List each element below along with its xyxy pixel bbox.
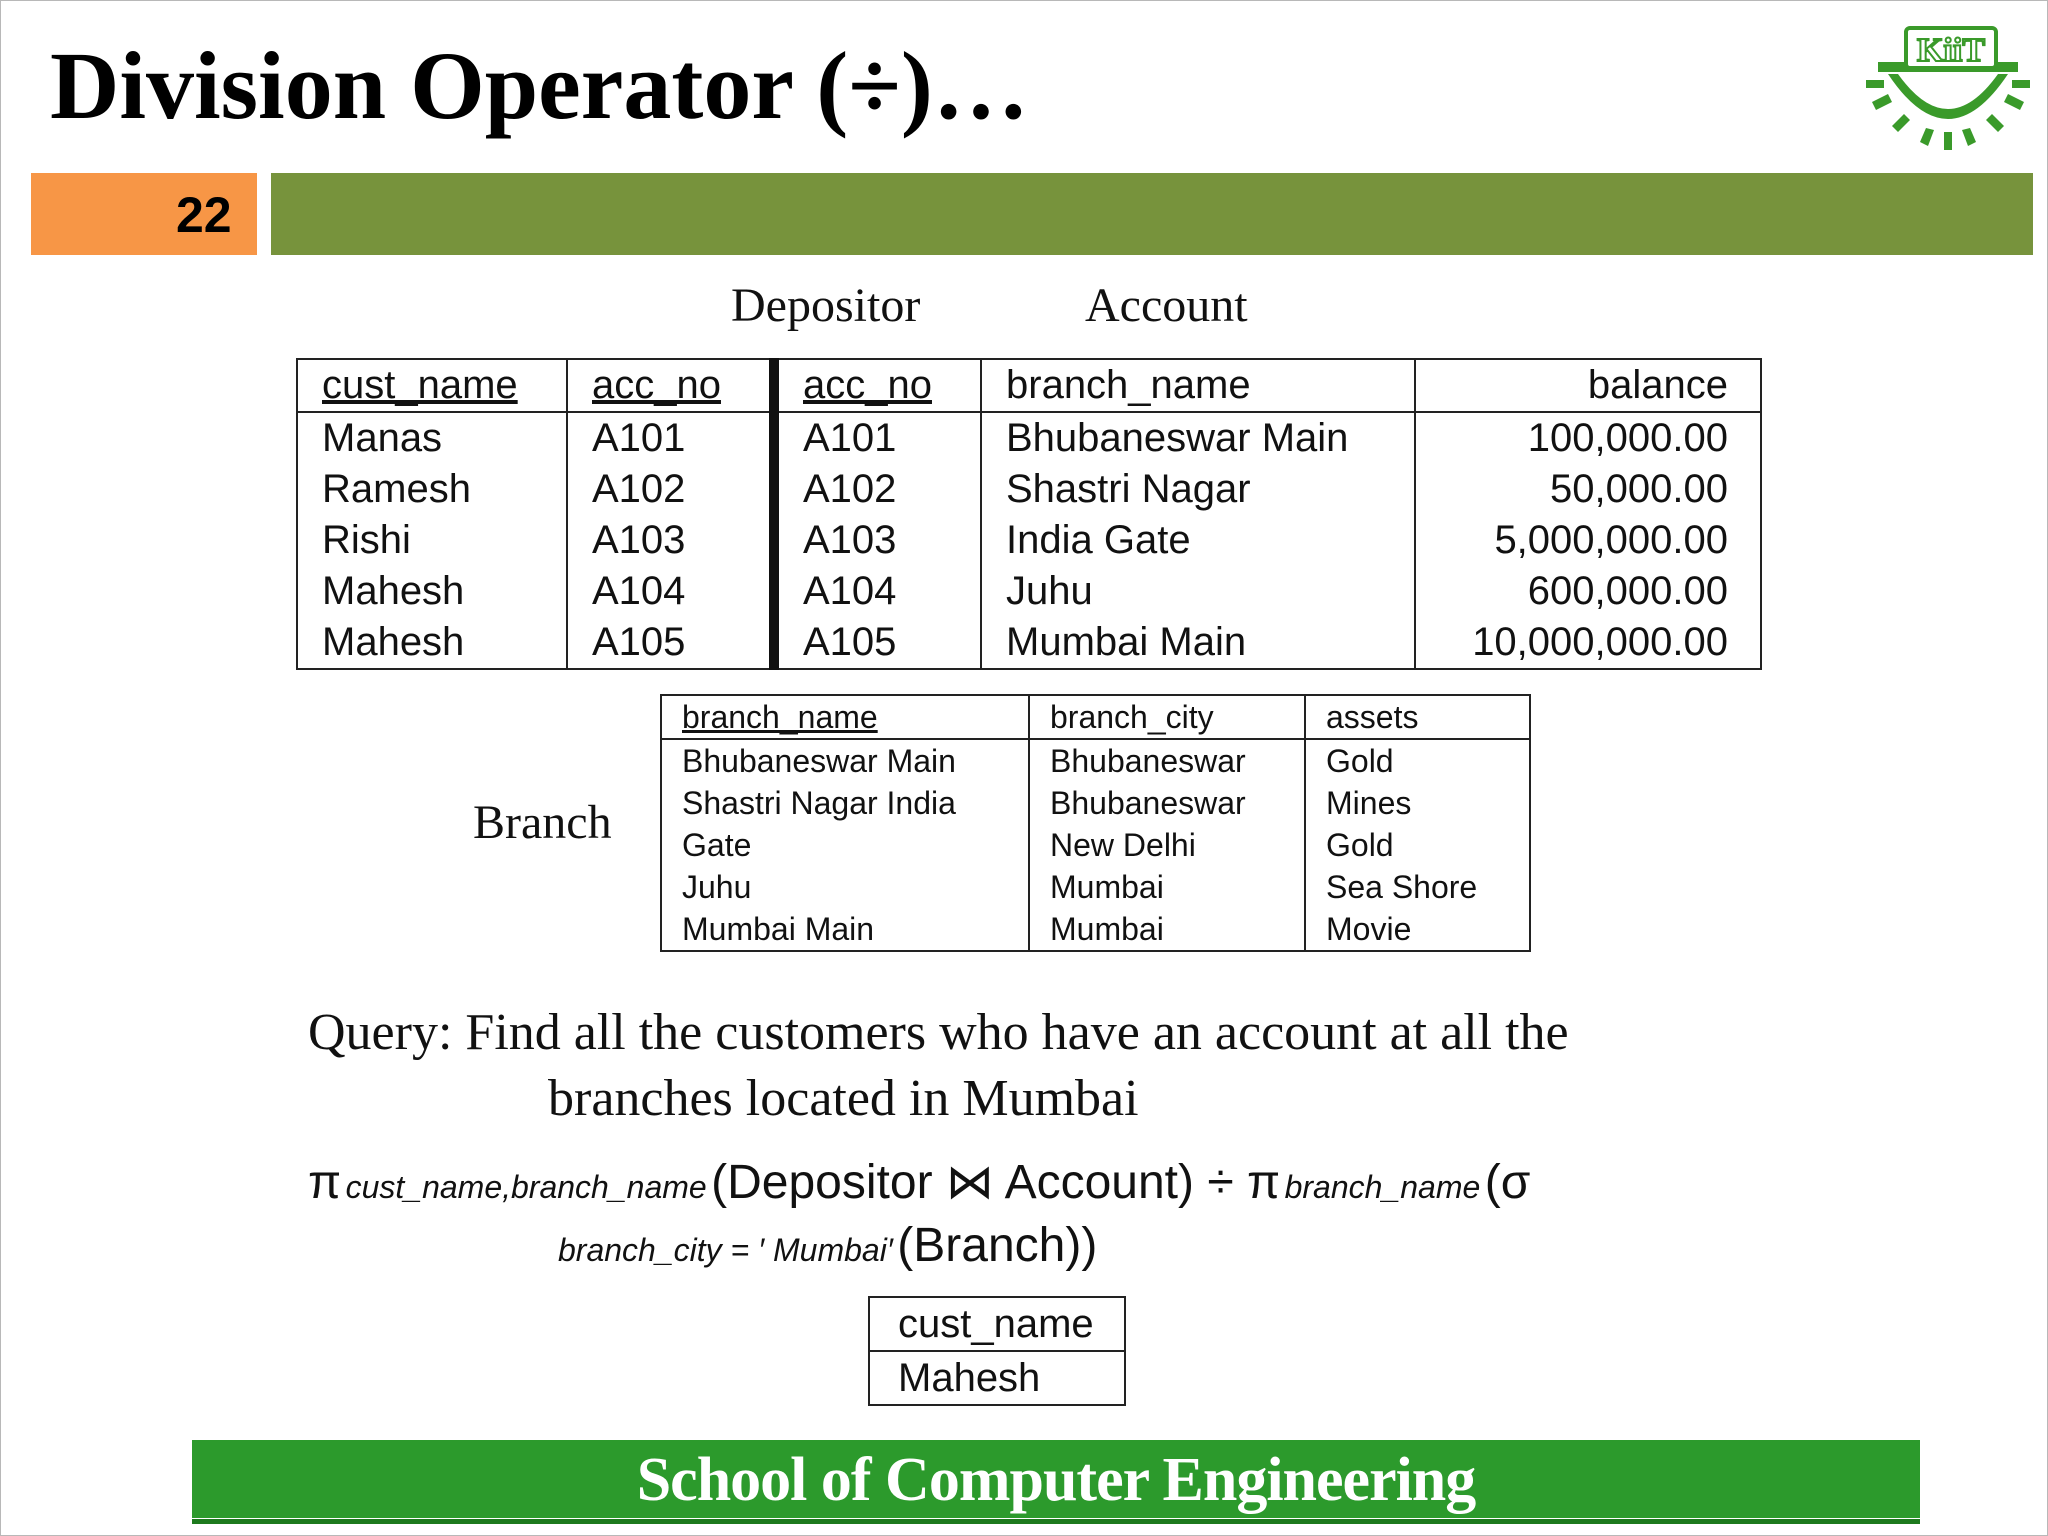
cell: Rishi [297,515,567,566]
cell: Juhu [661,866,1029,908]
cell: Gate [661,824,1029,866]
table-row [297,412,1761,464]
table-row [297,617,1761,669]
table-row [661,782,1530,824]
cell: Mumbai [1029,908,1305,951]
cell: 5,000,000.00 [1415,515,1761,566]
cell: A102 [567,464,774,515]
account-caption: Account [1085,279,1248,332]
relational-expression-line-1 [308,1154,1530,1210]
header-cell: branch_name [661,695,1029,739]
cell: Manas [297,412,567,464]
cell: Sea Shore [1305,866,1530,908]
cell: A104 [774,566,981,617]
depositor-caption: Depositor [731,279,921,332]
cell: Mumbai [1029,866,1305,908]
selection-condition: branch_city = ′ Mumbai′ [558,1232,893,1268]
cell: Shastri Nagar India [661,782,1029,824]
pi-symbol: π [308,1156,342,1209]
header-cell: cust_name [297,359,567,412]
division-expression: (Depositor ⋈ Account) ÷ π [711,1156,1281,1209]
logo-text: KiiT [1916,32,1986,69]
cell: Mahesh [297,617,567,669]
projection-attributes: cust_name,branch_name [345,1169,707,1205]
cell: A102 [774,464,981,515]
query-line-1: Query: Find all the customers who have an account at all the [308,1004,1569,1061]
cell: A101 [567,412,774,464]
branch-caption: Branch [473,796,612,849]
cell: A105 [567,617,774,669]
footer-text: School of Computer Engineering [636,1446,1476,1514]
result-table [868,1296,1126,1406]
cell: New Delhi [1029,824,1305,866]
slide-title: Division Operator (÷)… [50,32,1029,139]
cell: 10,000,000.00 [1415,617,1761,669]
depositor-account-table [296,358,1762,670]
cell: A103 [567,515,774,566]
query-text [308,1000,1569,1132]
header-cell: acc_no [567,359,774,412]
cell: 50,000.00 [1415,464,1761,515]
header-cell: assets [1305,695,1530,739]
projection-attribute: branch_name [1284,1169,1481,1205]
cell: Bhubaneswar Main [981,412,1415,464]
branch-table [660,694,1531,952]
cell: Bhubaneswar [1029,782,1305,824]
cell: Bhubaneswar [1029,739,1305,782]
header-cell: balance [1415,359,1761,412]
cell: Shastri Nagar [981,464,1415,515]
cell: Gold [1305,739,1530,782]
kiit-logo [1858,24,2038,156]
cell: 600,000.00 [1415,566,1761,617]
cell: Gold [1305,824,1530,866]
table-header-row [661,695,1530,739]
header-cell: branch_name [981,359,1415,412]
cell: A105 [774,617,981,669]
table-row [661,866,1530,908]
cell: India Gate [981,515,1415,566]
cell: Mumbai Main [981,617,1415,669]
header-cell: branch_city [1029,695,1305,739]
footer-underline [192,1519,1920,1524]
table-header-row [297,359,1761,412]
header-bar [271,173,2033,255]
table-row [661,908,1530,951]
relational-expression-line-2 [558,1218,1097,1273]
table-row [297,566,1761,617]
table-row [297,464,1761,515]
cell: A103 [774,515,981,566]
table-row [661,824,1530,866]
header-cell: cust_name [869,1297,1125,1351]
cell: Mumbai Main [661,908,1029,951]
cell: Mahesh [297,566,567,617]
cell: Mahesh [898,1356,1041,1400]
cell: Movie [1305,908,1530,951]
footer-bar [192,1440,1920,1518]
branch-relation: (Branch)) [897,1219,1098,1272]
table-row [869,1351,1125,1405]
query-line-2: branches located in Mumbai [548,1070,1139,1127]
cell: Mines [1305,782,1530,824]
cell: Juhu [981,566,1415,617]
table-row [297,515,1761,566]
slide-number: 22 [176,187,232,243]
selection-symbol: (σ [1484,1156,1531,1209]
cell: A104 [567,566,774,617]
cell: 100,000.00 [1415,412,1761,464]
table-row [661,739,1530,782]
table-header-row [869,1297,1125,1351]
header-cell: acc_no [774,359,981,412]
cell: A101 [774,412,981,464]
cell: Ramesh [297,464,567,515]
cell: Bhubaneswar Main [661,739,1029,782]
